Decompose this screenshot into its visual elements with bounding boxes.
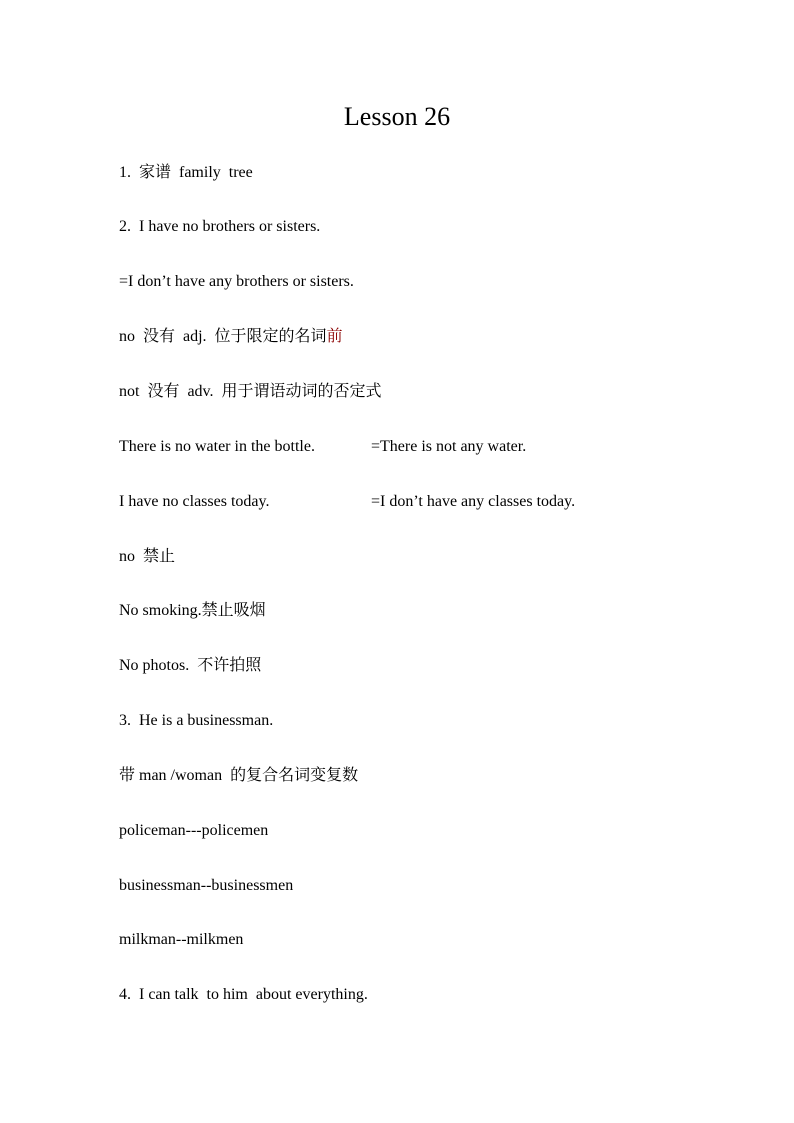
plural-businessman: businessman--businessmen: [119, 877, 294, 894]
no-photos-example: No photos. 不许拍照: [119, 657, 262, 674]
item-4-sentence: 4. I can talk to him about everything.: [119, 986, 368, 1003]
item-3-sentence: 3. He is a businessman.: [119, 712, 274, 729]
no-adj-text: no 没有 adj. 位于限定的名词: [119, 328, 327, 345]
example-water-right: =There is not any water.: [371, 438, 527, 455]
plural-policeman: policeman---policemen: [119, 822, 269, 839]
no-adj-note: [119, 326, 343, 348]
page-title: Lesson 26: [343, 102, 451, 131]
plural-milkman: milkman--milkmen: [119, 931, 244, 948]
item-2-equivalent: =I don’t have any brothers or sisters.: [119, 273, 354, 290]
no-adj-highlight: 前: [326, 328, 343, 345]
no-prohibition-note: no 禁止: [119, 548, 176, 565]
item-2-sentence: 2. I have no brothers or sisters.: [119, 218, 321, 235]
example-water-left: There is no water in the bottle.: [119, 438, 315, 455]
example-classes-right: =I don’t have any classes today.: [371, 493, 576, 510]
item-1-family-tree: 1. 家谱 family tree: [119, 164, 253, 181]
no-smoking-example: No smoking.禁止吸烟: [119, 602, 266, 619]
compound-plural-note: 带 man /woman 的复合名词变复数: [119, 767, 359, 784]
example-classes-left: I have no classes today.: [119, 493, 270, 510]
not-adv-note: not 没有 adv. 用于谓语动词的否定式: [119, 383, 382, 400]
